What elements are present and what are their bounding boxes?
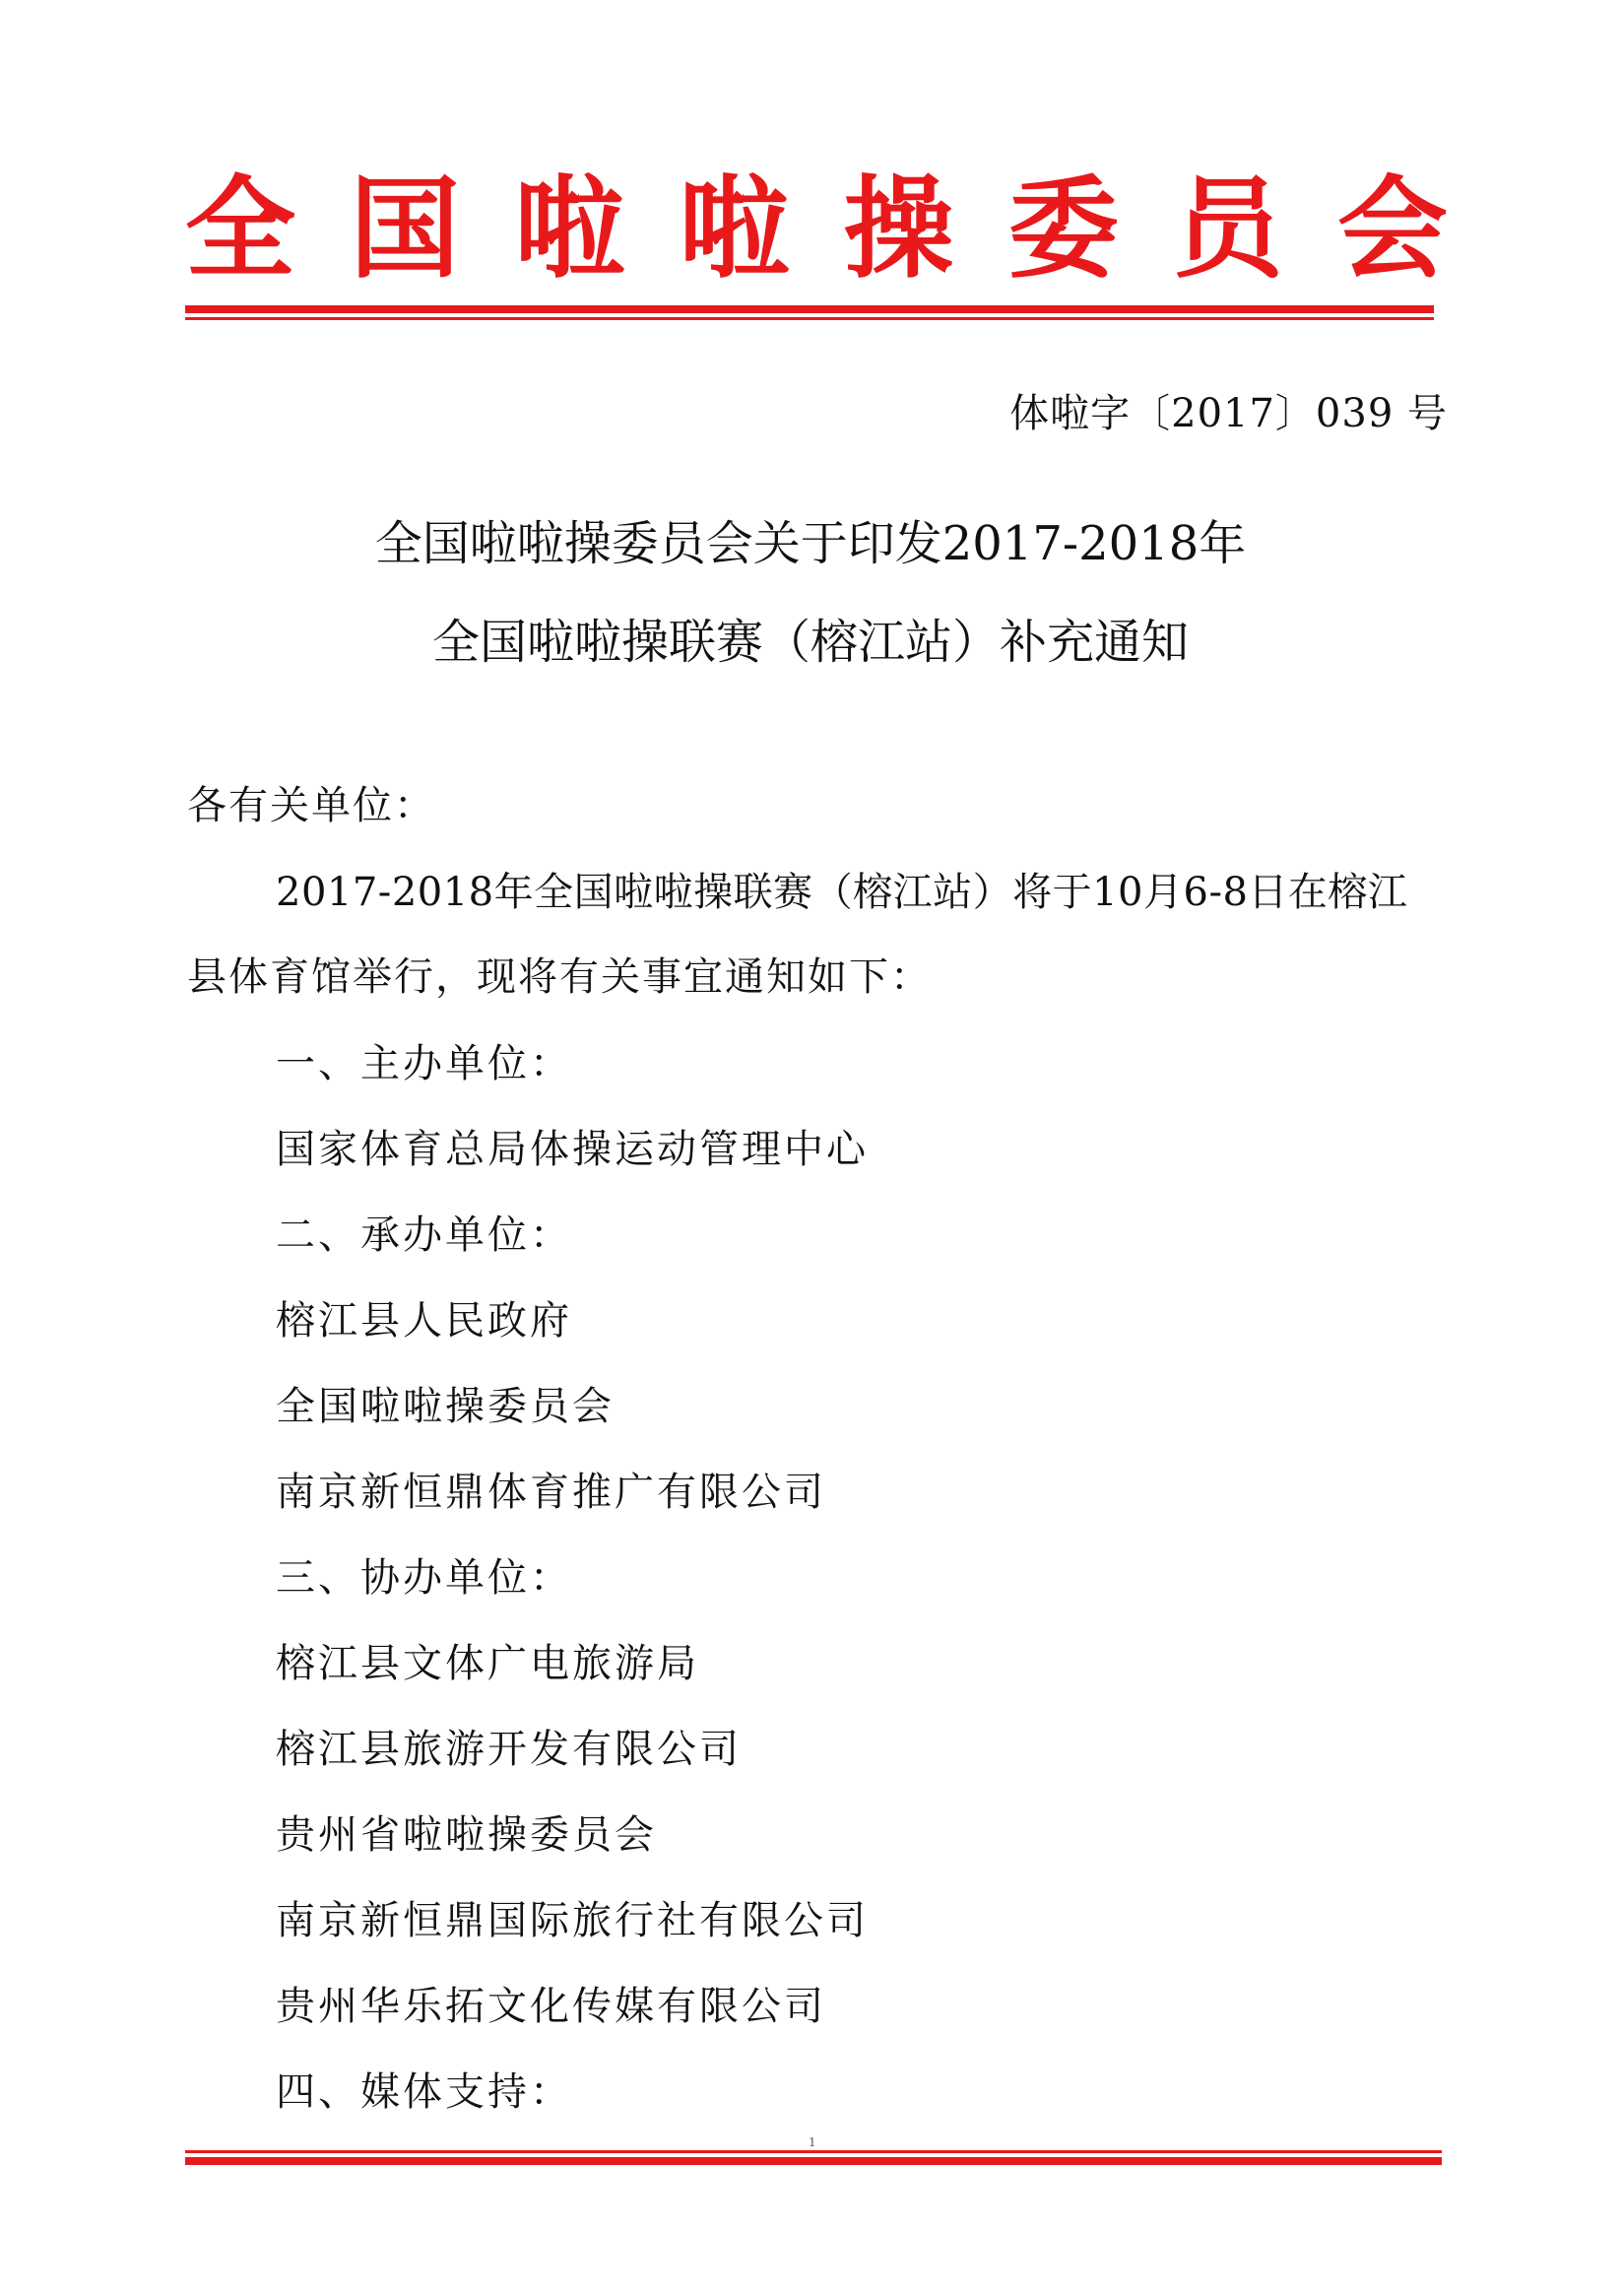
list-item: 国家体育总局体操运动管理中心: [276, 1127, 869, 1172]
list-item: 榕江县文体广电旅游局: [276, 1641, 699, 1686]
section-heading: 二、承办单位：: [276, 1213, 572, 1258]
header-divider-thin: [185, 317, 1434, 320]
masthead-char: 啦: [514, 164, 625, 294]
page-number: 1: [809, 2135, 816, 2149]
section-heading: 一、主办单位：: [276, 1041, 572, 1086]
list-item: 南京新恒鼎体育推广有限公司: [276, 1470, 826, 1515]
masthead-char: 全: [185, 164, 295, 294]
document-title-line-1: 全国啦啦操委员会关于印发2017-2018年: [374, 516, 1247, 571]
masthead-char: 员: [1172, 164, 1283, 294]
footer-divider-thin: [185, 2150, 1442, 2153]
list-item: 贵州华乐拓文化传媒有限公司: [276, 1984, 826, 2029]
intro-paragraph-line-1: 2017-2018年全国啦啦操联赛（榕江站）将于10月6-8日在榕江: [276, 870, 1408, 915]
section-heading: 四、媒体支持：: [276, 2069, 572, 2115]
header-divider-thick: [185, 305, 1434, 313]
notice-item-list: [276, 1036, 869, 2150]
masthead-title: [185, 165, 1448, 294]
masthead-char: 操: [843, 164, 954, 294]
masthead-char: 国: [350, 164, 461, 294]
masthead-char: 会: [1336, 164, 1448, 294]
document-number: 体啦字〔2017〕039 号: [1009, 391, 1448, 436]
masthead-char: 啦: [679, 164, 790, 294]
list-item: 全国啦啦操委员会: [276, 1384, 615, 1429]
masthead-char: 委: [1007, 164, 1119, 294]
list-item: 贵州省啦啦操委员会: [276, 1812, 657, 1858]
salutation: 各有关单位：: [187, 783, 435, 828]
footer-divider-thick: [185, 2157, 1442, 2165]
section-heading: 三、协办单位：: [276, 1555, 572, 1601]
document-title-line-2: 全国啦啦操联赛（榕江站）补充通知: [431, 615, 1189, 670]
list-item: 南京新恒鼎国际旅行社有限公司: [276, 1898, 869, 1943]
list-item: 榕江县人民政府: [276, 1298, 572, 1344]
list-item: 榕江县旅游开发有限公司: [276, 1727, 742, 1772]
intro-paragraph-line-2: 县体育馆举行，现将有关事宜通知如下：: [187, 954, 932, 1000]
